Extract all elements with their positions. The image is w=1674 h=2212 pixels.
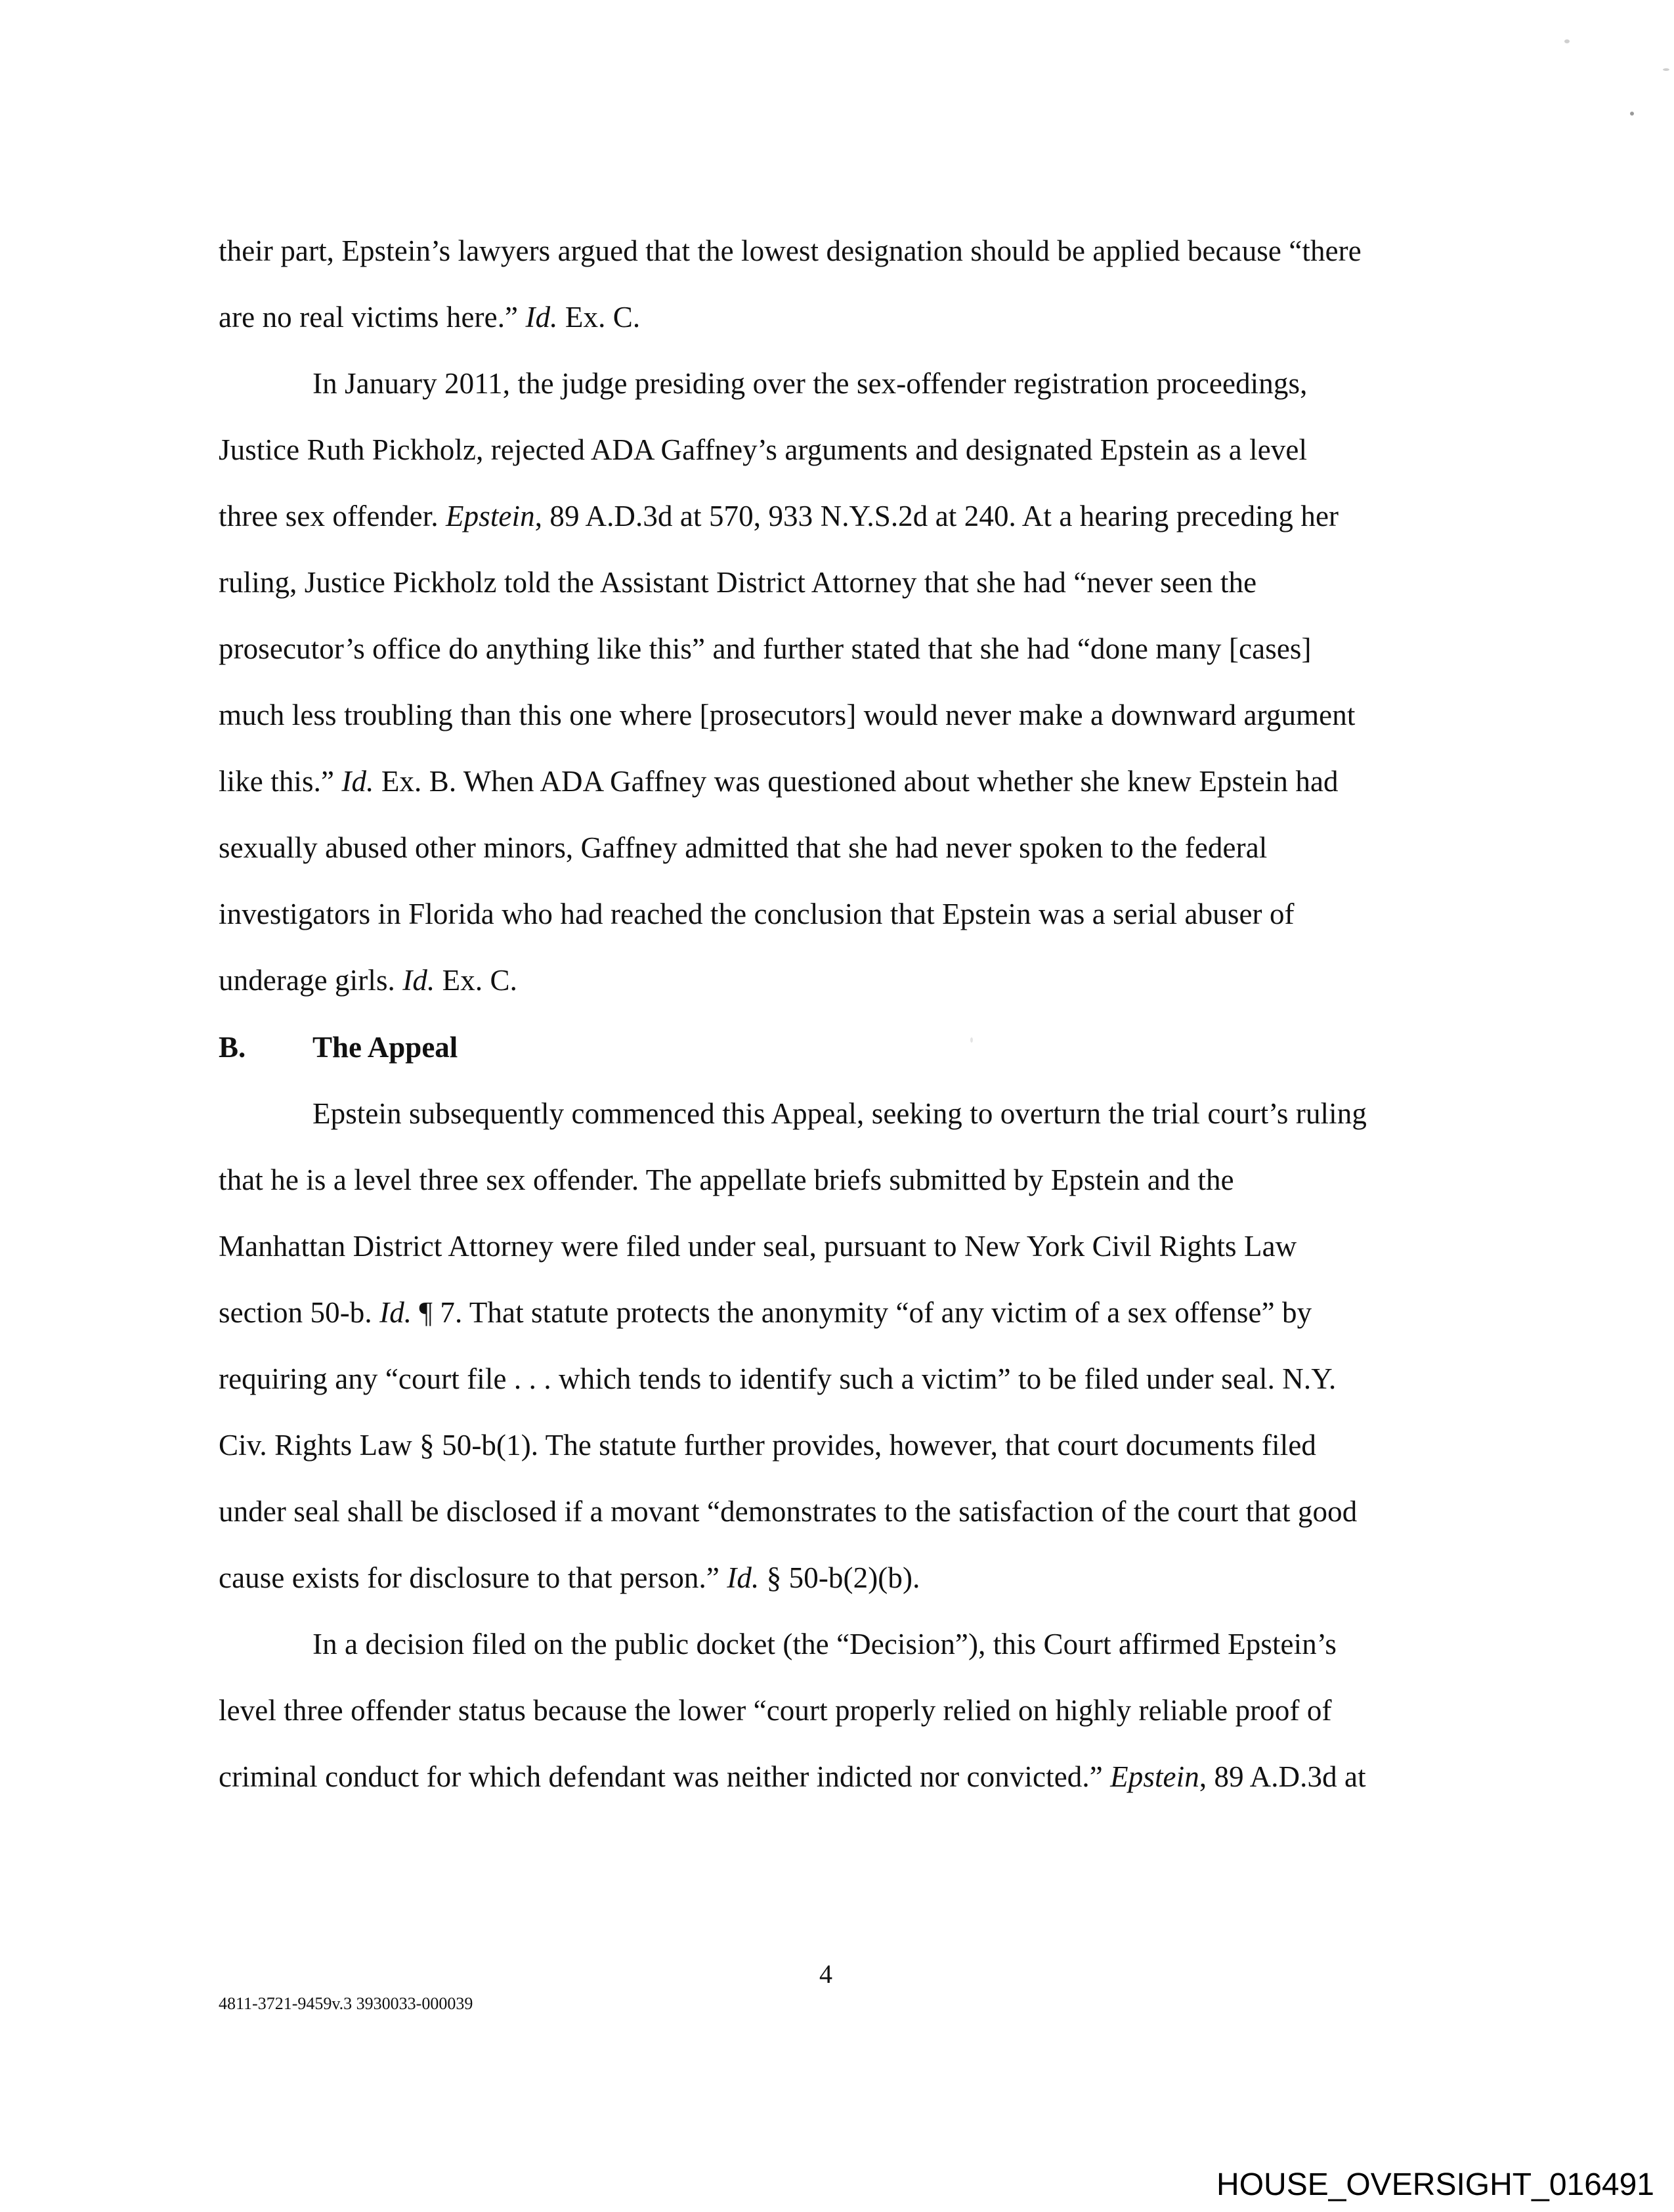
case-citation: Epstein: [446, 500, 535, 532]
section-title: The Appeal: [312, 1031, 458, 1064]
text-line: Justice Ruth Pickholz, rejected ADA Gaffney’s arguments and designated Epstein as a level: [219, 433, 1308, 466]
text-line: under seal shall be disclosed if a movant “demonstrates to the satisfaction of the court that good: [219, 1495, 1358, 1528]
text-line: Manhattan District Attorney were filed under seal, pursuant to New York Civil Rights Law: [219, 1230, 1297, 1263]
text-run: cause exists for disclosure to that person.”: [219, 1561, 727, 1594]
text-run: section 50-b.: [219, 1296, 380, 1329]
text-line: investigators in Florida who had reached the conclusion that Epstein was a serial abuser of: [219, 898, 1295, 930]
text-line: Civ. Rights Law § 50-b(1). The statute further provides, however, that court documents filed: [219, 1429, 1317, 1462]
scan-speck: [1564, 39, 1570, 43]
text-run: Ex. B. When ADA Gaffney was questioned about whether she knew Epstein had: [374, 765, 1339, 798]
text-run: are no real victims here.”: [219, 301, 519, 334]
text-run: like this.”: [219, 765, 342, 798]
text-line: their part, Epstein’s lawyers argued that the lowest designation should be applied because “there: [219, 234, 1362, 267]
section-heading: [219, 1028, 458, 1067]
citation-id: Id.: [402, 964, 435, 997]
text-line: [219, 297, 640, 337]
text-run: ¶ 7. That statute protects the anonymity “of any victim of a sex offense” by: [412, 1296, 1312, 1329]
text-line: sexually abused other minors, Gaffney admitted that she had never spoken to the federal: [219, 831, 1268, 864]
text-line: level three offender status because the lower “court properly relied on highly reliable proof of: [219, 1694, 1332, 1727]
text-line: In January 2011, the judge presiding over the sex-offender registration proceedings,: [312, 367, 1308, 400]
citation-id: Id.: [525, 301, 558, 334]
text-line: prosecutor’s office do anything like this” and further stated that she had “done many [cases]: [219, 632, 1312, 665]
document-id: 4811-3721-9459v.3 3930033-000039: [219, 1994, 473, 2013]
text-line: much less troubling than this one where [prosecutors] would never make a downward argument: [219, 699, 1356, 731]
text-run: Ex. C.: [557, 301, 641, 334]
citation-id: Id.: [341, 765, 374, 798]
text-line: [219, 1558, 920, 1597]
scan-speck: [1663, 68, 1669, 71]
text-run: criminal conduct for which defendant was neither indicted nor convicted.”: [219, 1760, 1111, 1793]
text-run: three sex offender.: [219, 500, 446, 532]
text-line: that he is a level three sex offender. The appellate briefs submitted by Epstein and the: [219, 1163, 1234, 1196]
text-line: [219, 1757, 1366, 1796]
text-run: underage girls.: [219, 964, 403, 997]
text-run: , 89 A.D.3d at 570, 933 N.Y.S.2d at 240. At a hearing preceding her: [534, 500, 1339, 532]
text-line: requiring any “court file . . . which tends to identify such a victim” to be filed under seal. N.Y.: [219, 1362, 1337, 1395]
text-run: § 50-b(2)(b).: [759, 1561, 920, 1594]
citation-id: Id.: [379, 1296, 412, 1329]
text-line: [219, 961, 517, 1000]
section-label: B.: [219, 1031, 246, 1064]
text-line: In a decision filed on the public docket (the “Decision”), this Court affirmed Epstein’s: [312, 1628, 1337, 1660]
bates-stamp: HOUSE_OVERSIGHT_016491: [1216, 2167, 1654, 2202]
scan-speck: [1630, 112, 1634, 116]
page-number: 4: [819, 1959, 832, 1989]
text-line: ruling, Justice Pickholz told the Assistant District Attorney that she had “never seen the: [219, 566, 1257, 599]
text-run: , 89 A.D.3d at: [1199, 1760, 1366, 1793]
citation-id: Id.: [727, 1561, 760, 1594]
text-run: Ex. C.: [435, 964, 518, 997]
text-line: [219, 1293, 1312, 1332]
text-line: [219, 496, 1339, 536]
case-citation: Epstein: [1110, 1760, 1199, 1793]
text-line: [219, 762, 1339, 801]
text-line: Epstein subsequently commenced this Appeal, seeking to overturn the trial court’s ruling: [312, 1097, 1367, 1130]
scan-speck: [970, 1037, 973, 1043]
